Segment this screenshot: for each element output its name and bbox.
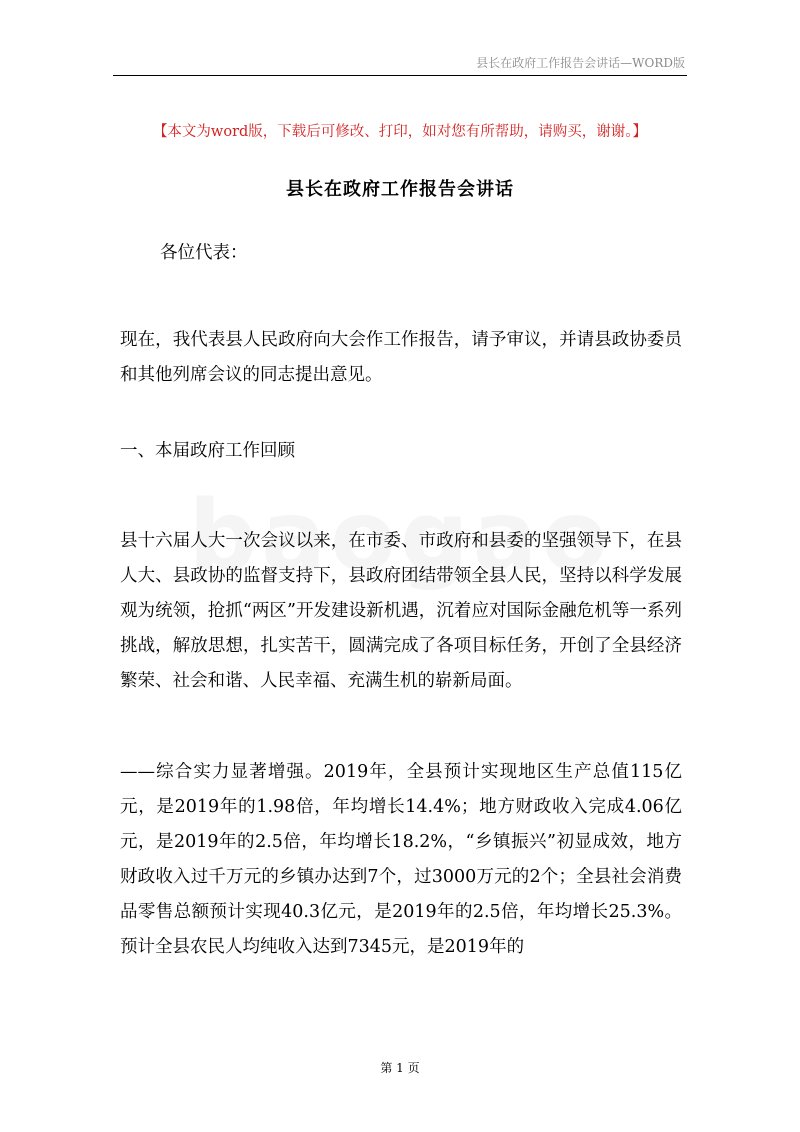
running-header: 县长在政府工作报告会讲话—WORD版	[476, 56, 685, 70]
paragraph-strength: ——综合实力显著增强。2019年，全县预计实现地区生产总值115亿元，是2019年的1.98倍，年均增长14.4%；地方财政收入完成4.06亿元，是2019年的2.5倍，年均增长18.2%，“乡镇振兴”初显成效，地方财政收入过千万元的乡镇办达到7个，过3000万元的2个；全县社会消费品零售总额预计实现40.3亿元，是2019年的2.5倍，年均增长25.3%。预计全县农民人均纯收入达到7345元，是2019年的	[120, 762, 682, 957]
download-notice: 【本文为word版，下载后可修改、打印，如对您有所帮助，请购买，谢谢。】	[152, 124, 648, 140]
page-number: 第 1 页	[380, 1061, 420, 1075]
paragraph-intro: 现在，我代表县人民政府向大会作工作报告，请予审议，并请县政协委员和其他列席会议的同志提出意见。	[120, 330, 682, 385]
document-title: 县长在政府工作报告会讲话	[286, 179, 514, 200]
paragraph-review: 县十六届人大一次会议以来，在市委、市政府和县委的坚强领导下，在县人大、县政协的监督支持下，县政府团结带领全县人民，坚持以科学发展观为统领，抢抓“两区”开发建设新机遇，沉着应对国际金融危机等一系列挑战，解放思想，扎实苦干，圆满完成了各项目标任务，开创了全县经济繁荣、社会和谐、人民幸福、充满生机的崭新局面。	[120, 531, 682, 691]
header-divider	[113, 75, 687, 76]
section-heading: 一、本届政府工作回顾	[120, 441, 295, 461]
salutation: 各位代表：	[160, 243, 248, 263]
